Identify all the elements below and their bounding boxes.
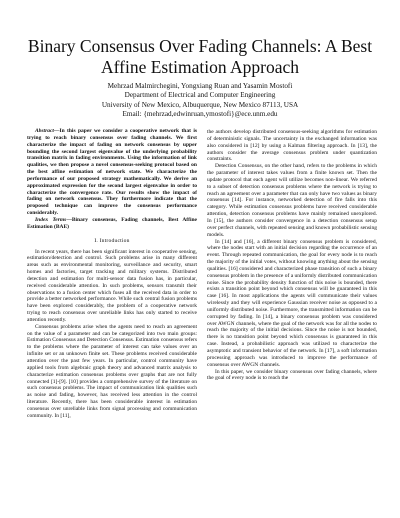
body-paragraph: In this paper, we consider binary consensus over fading channels, where the goal of every node is to reach the [207,368,377,382]
body-paragraph: Detection Consensus, on the other hand, refers to the problems in which the parameter of interest takes values from a finite known set. Then the update protocol that each agent will utilize becomes non-linear. We referred to a subset of detection consensus problems where the network is trying to reach an agreement over a parameter that can only have two values as binary consensus [14]. For instance, networked detection of fire falls into this category. While estimation consensus problems have received considerable attention, detection consensus problems have mainly remained unexplored. In [15], the authors consider convergence in a detection consensus setup over perfect channels, with repeated sensing and known probabilistic sensing models. [207,163,377,238]
abstract [27,128,197,217]
index-terms [27,217,197,231]
left-column [27,128,197,420]
body-paragraph: In [14] and [16], a different binary consensus problem is considered, where the nodes start with an initial decision regarding the occurrence of an event. Through repeated communication, the goal for every node is to reach the majority of the initial votes, without knowing anything about the sensing qualities. [16] considered and characterized phase transition of such a binary consensus problem in the presence of a uniformly distributed communication noise. Since the probability density function of this noise is bounded, there exists a transition point beyond which consensus will be guaranteed in this case [16]. In most applications the agents will communicate their values wirelessly and they will experience Gaussian receiver noise as opposed to a uniformly distributed noise. Furthermore, the transmitted information can be corrupted by fading. In [14], a binary consensus problem was considered over AWGN channels, where the goal of the network was for all the nodes to reach the majority of the initial decisions. Since the noise is not bounded, there is no transition point beyond which consensus is guaranteed in this case. Instead, a probabilistic approach was utilized to characterize the asymptotic and transient behavior of the network. In [17], a soft information processing approach was introduced to improve the performance of consensus over AWGN channels. [207,238,378,368]
index-terms-label: Index Terms [35,216,67,223]
abstract-label: Abstract [35,128,54,134]
paper-title [20,36,380,78]
title-line-1: Binary Consensus Over Fading Channels: A Best [27,36,373,56]
body-paragraph: Consensus problems arise when the agents need to reach an agreement on the value of a parameter and can be categorized into two main groups: Estimation Consensus and Detection Consensus. Estimation consensus refers to the problems where the parameter of interest can take values over an infinite set or an unknown finite set. These problems received considerable attention over the past few years. In particular, control community have applied tools from algebraic graph theory and advanced matrix analysis to characterize estimation consensus problems over graphs that are not fully connected [1]-[9]. [10] provides a comprehensive survey of the literature on such consensus problems. The impact of communication link qualities such as noise and fading, however, has received less attention in the control literature. Recently, there has been considerable interest in estimation consensus over unreliable links from signal processing and communication community. In [11], [27,323,197,419]
body-paragraph: In recent years, there has been significant interest in cooperative sensing, estimation/detection and control. Such problems arise in many different areas such as environmental monitoring, surveillance and security, smart homes and factories, target tracking and military systems. Distributed detection and estimation for multi-sensor data fusion has, in particular, received considerable attention. In such problems, sensors transmit their observations to a fusion center which fuses all the received data in order to provide a better networked performance. While such central fusion problems have been explored considerably, the problem of a cooperative network trying to reach consensus over unreliable links has only started to receive attention recently. [27,248,197,323]
title-line-2: Affine Estimation Approach [101,57,299,77]
author-department: Department of Electrical and Computer Engineering [124,91,276,100]
index-terms-text: —Binary consensus, Fading channels, Best Affine Estimation (BAE) [27,216,197,230]
author-email: Email: {mehrzad,edwinruan,ymostofi}@ece.unm.edu [122,110,278,119]
author-university: University of New Mexico, Albuquerque, New Mexico 87113, USA [101,100,299,109]
author-block [20,82,380,120]
abstract-text: —In this paper we consider a cooperative network that is trying to reach binary consensus over fading channels. We first characterize the impact of fading on network consensus by upper bounding the second largest eigenvalue of the underlying probability transition matrix in fading environments. Using the information of link qualities, we then propose a novel consensus-seeking protocol based on the best affine estimation of network state. We characterize the performance of our proposed strategy mathematically. We derive an approximated expression for the second largest eigenvalue in order to characterize the convergence rate. Our results show the impact of fading on network consensus. They furthermore indicate that the proposed technique can improve the consensus performance considerably. [27,128,197,217]
author-names: Mehrzad Malmirchegini, Yongxiang Ruan and Yasamin Mostofi [107,82,293,90]
section-heading: I. Introduction [94,237,130,244]
right-column [207,129,377,382]
body-paragraph: the authors develop distributed consensus-seeking algorithms for estimation of deterministic signals. The uncertainty in the exchanged information was also considered in [12] by using a Kalman filtering approach. In [13], the authors consider the average consensus problem under quantization constraints. [207,129,377,163]
